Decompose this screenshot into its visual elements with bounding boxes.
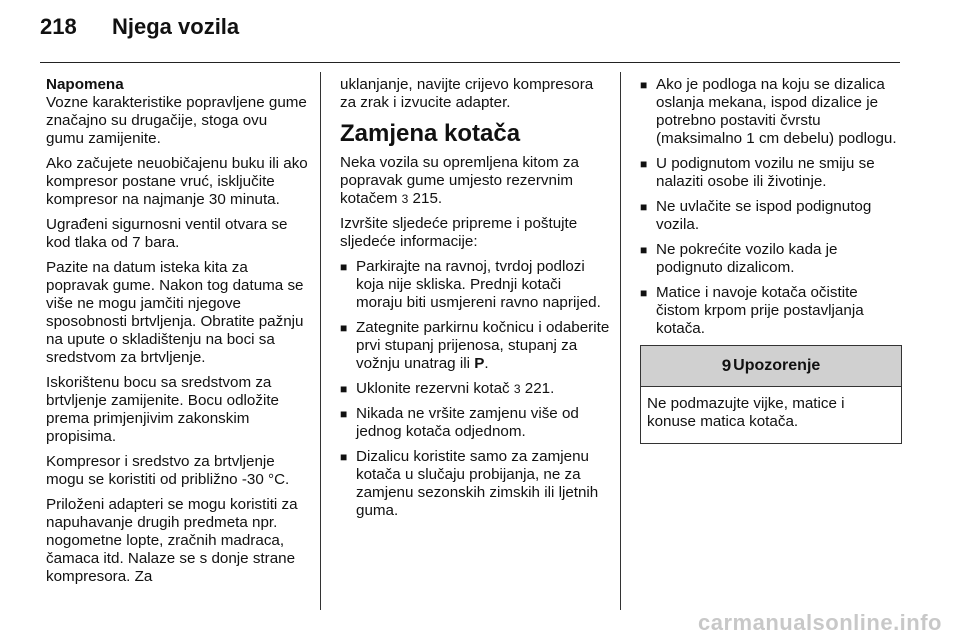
list-item: ■ Ne pokrećite vozilo kada je podignuto dizalicom. [640, 241, 902, 277]
bullet-list [640, 76, 902, 338]
paragraph: Kompresor i sredstvo za brtvljenje mogu se koristiti od približno -30 °C. [46, 453, 290, 488]
section-heading: Zamjena kotača [340, 120, 521, 147]
paragraph: Izvršite sljedeće pripreme i poštujte sljedeće informacije: [340, 215, 578, 250]
paragraph: Vozne karakteristike popravljene gume značajno su drugačije, stoga ovu gumu zamijenite. [46, 94, 307, 147]
paragraph-continued: uklanjanje, navijte crijevo kompresora za zrak i izvucite adapter. [340, 76, 594, 111]
list-item: ■ Ne uvlačite se ispod podignutog vozila. [640, 198, 902, 234]
paragraph: Iskorištenu bocu sa sredstvom za brtvljenje zamijenite. Bocu odložite prema primjenjivim zakonskim propisima. [46, 374, 279, 445]
list-item: ■ Dizalicu koristite samo za zamjenu kotača u slučaju probijanja, ne za zamjenu sezonskih zimskih ili ljetnih guma. [340, 448, 610, 520]
list-item: ■ Ako je podloga na koju se dizalica oslanja mekana, ispod dizalice je potrebno postaviti čvrstu (maksimalno 1 cm debelu) podlogu. [640, 76, 902, 148]
note-title: Napomena [46, 76, 124, 93]
page-header [40, 14, 239, 50]
column-1 [46, 76, 308, 593]
paragraph: Neka vozila su opremljena kitom za popravak gume umjesto rezervnim kotačem 3 215. [340, 154, 579, 207]
header-rule [40, 62, 900, 63]
column-divider [620, 72, 621, 610]
list-item: ■ Matice i navoje kotača očistite čistom krpom prije postavljanja kotača. [640, 284, 902, 338]
page-title: Njega vozila [112, 14, 240, 39]
paragraph-text: Neka vozila su opremljena kitom za popravak gume umjesto rezervnim kotačem [340, 154, 579, 207]
warning-header [641, 346, 901, 387]
column-3 [640, 76, 902, 444]
page-ref-link[interactable]: 215 [412, 190, 438, 207]
paragraph: Ugrađeni sigurnosni ventil otvara se kod tlaka od 7 bara. [46, 216, 288, 251]
warning-title: Upozorenje [733, 357, 821, 374]
warning-text: Ne podmazujte vijke, matice i konuse matica kotača. [647, 395, 845, 430]
column-divider [320, 72, 321, 610]
list-item: ■ Parkirajte na ravnoj, tvrdoj podlozi koja nije skliska. Prednji kotači moraju biti usmjereni ravno naprijed. [340, 258, 610, 312]
watermark: carmanualsonline.info [698, 610, 942, 635]
list-item: ■ Nikada ne vršite zamjenu više od jednog kotača odjednom. [340, 405, 610, 441]
column-2 [340, 76, 610, 527]
gear-label: P [474, 355, 485, 372]
page-ref-icon: 3 [513, 382, 521, 396]
list-item: ■ Zategnite parkirnu kočnicu i odaberite prvi stupanj prijenosa, stupanj za vožnju unatrag ili P. [340, 319, 610, 373]
page-ref-link[interactable]: 221 [524, 380, 551, 397]
page-ref-icon: 3 [401, 192, 409, 206]
paragraph: Ako začujete neuobičajenu buku ili ako kompresor postane vruć, isključite kompresor na najmanje 30 minuta. [46, 155, 308, 208]
paragraph: Pazite na datum isteka kita za popravak gume. Nakon tog datuma se više ne mogu jamčiti njegove sposobnosti brtvljenja. Obratite pažnju na upute o skladištenju na boci sa sredstvom za brtvljenje. [46, 259, 304, 366]
bullet-list [340, 258, 610, 520]
list-item: ■ U podignutom vozilu ne smiju se nalaziti osobe ili životinje. [640, 155, 902, 191]
paragraph: Priloženi adapteri se mogu koristiti za napuhavanje drugih predmeta npr. nogometne lopte, zračnih madraca, čamaca itd. Nalaze se s donje strane kompresora. Za [46, 496, 298, 585]
warning-icon: 9 [721, 356, 732, 375]
warning-box [640, 345, 902, 444]
list-item: ■ Uklonite rezervni kotač 3 221. [340, 380, 610, 398]
page-number: 218 [40, 14, 77, 39]
